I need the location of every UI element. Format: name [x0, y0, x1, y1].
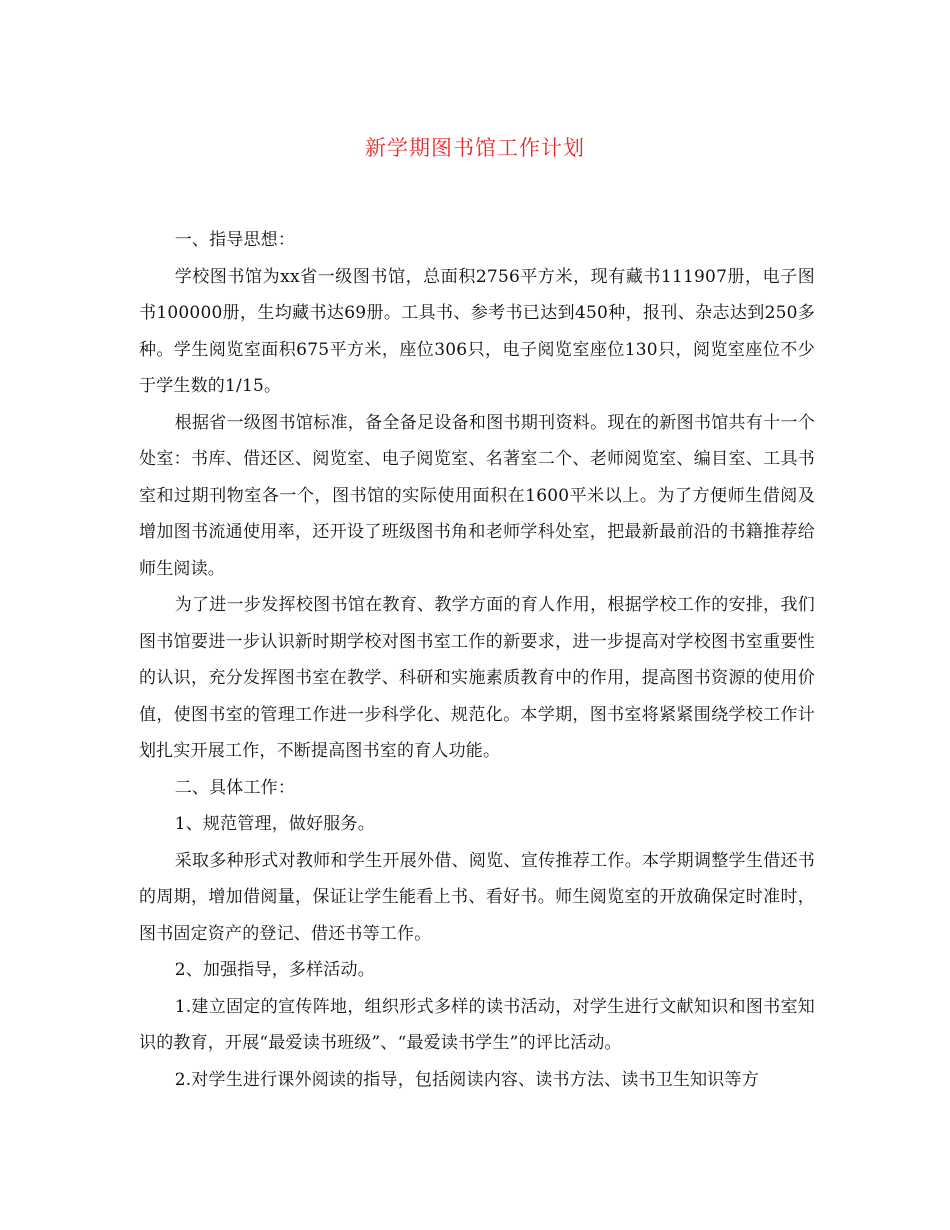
paragraph-library-goals: 为了进一步发挥校图书馆在教育、教学方面的育人作用，根据学校工作的安排，我们图书馆要进一步认识新时期学校对图书室工作的新要求，进一步提高对学校图书室重要性的认识，充分发挥图书室在教学、科研和实施素质教育中的作用，提高图书资源的使用价值，使图书室的管理工作进一步科学化、规范化。本学期，图书室将紧紧围绕学校工作计划扎实开展工作，不断提高图书室的育人功能。 — [139, 595, 815, 761]
paragraph-promotion-base: 1.建立固定的宣传阵地，组织形式多样的读书活动，对学生进行文献知识和图书室知识的教育，开展“最爱读书班级”、“最爱读书学生”的评比活动。 — [139, 996, 815, 1053]
section-heading-specific-work: 二、具体工作： — [174, 777, 296, 798]
section-heading-guiding-ideology: 一、指导思想： — [174, 230, 296, 250]
document-body — [139, 222, 815, 1098]
paragraph-library-facilities: 根据省一级图书馆标准，备全备足设备和图书期刊资料。现在的新图书馆共有十一个处室：书库、借还区、阅览室、电子阅览室、名著室二个、老师阅览室、编目室、工具书室和过期刊物室各一个，图书馆的实际使用面积在1600平米以上。为了方便师生借阅及增加图书流通使用率，还开设了班级图书角和老师学科处室，把最新最前沿的书籍推荐给师生阅读。 — [139, 412, 815, 579]
subheading-guidance-activities: 2、加强指导，多样活动。 — [174, 960, 375, 980]
paragraph-library-overview: 学校图书馆为xx省一级图书馆，总面积2756平方米，现有藏书111907册，电子图书100000册，生均藏书达69册。工具书、参考书已达到450种，报刊、杂志达到250多种。学生阅览室面积675平方米，座位306只，电子阅览室座位130只，阅览室座位不少于学生数的1/15。 — [139, 266, 815, 396]
subheading-management-service: 1、规范管理，做好服务。 — [174, 814, 375, 834]
paragraph-reading-guidance: 2.对学生进行课外阅读的指导，包括阅读内容、读书方法、读书卫生知识等方 — [174, 1069, 759, 1090]
paragraph-lending-work: 采取多种形式对教师和学生开展外借、阅览、宣传推荐工作。本学期调整学生借还书的周期，增加借阅量，保证让学生能看上书、看好书。师生阅览室的开放确保定时准时，图书固定资产的登记、借还书等工作。 — [139, 850, 815, 944]
page-title: 新学期图书馆工作计划 — [365, 136, 585, 160]
